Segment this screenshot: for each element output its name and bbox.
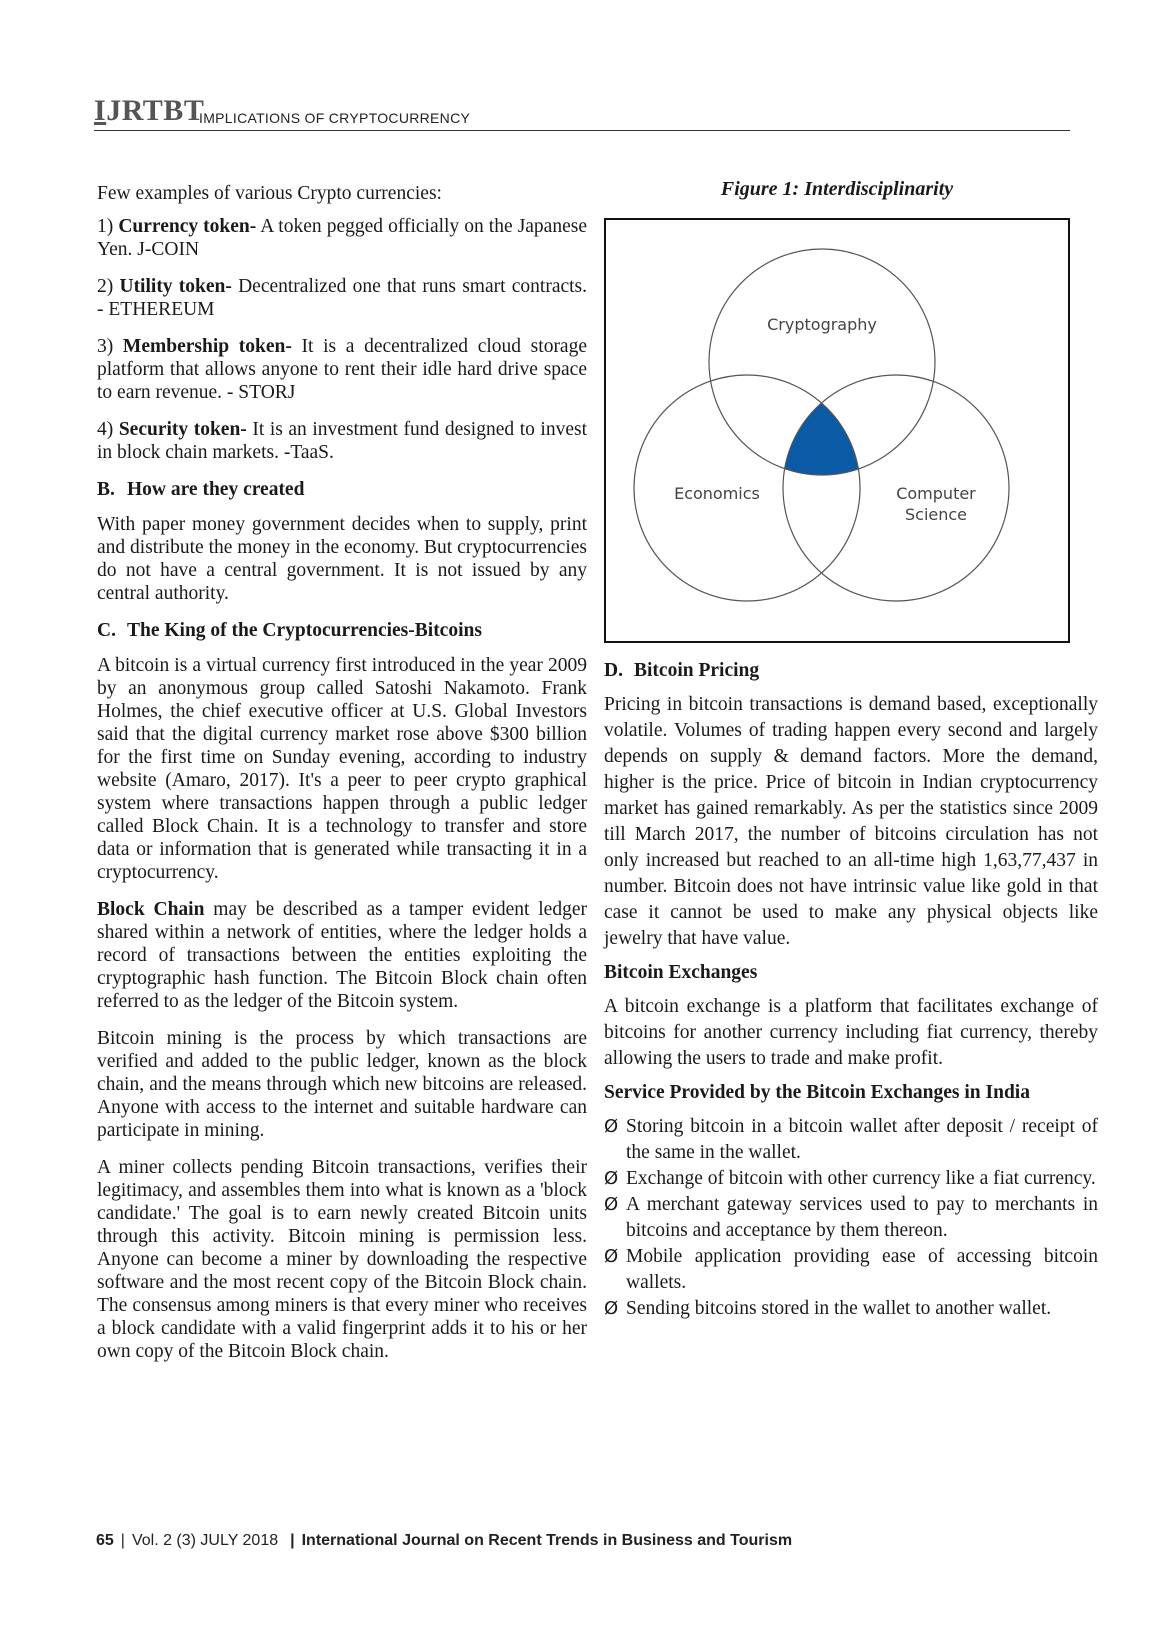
mining-paragraph: Bitcoin mining is the process by which transactions are verified and added to the public ledger, known as the block chain, and the means through which new bitcoins are released. Anyone with access to the internet and suitable hardware can participate in mining.: [97, 1028, 587, 1141]
list-item: [604, 1244, 1098, 1296]
services-heading: Service Provided by the Bitcoin Exchanges in India: [604, 1082, 1030, 1103]
section-b-paragraph: With paper money government decides when to supply, print and distribute the money in the economy. But cryptocurrencies do not have a central government. It is not issued by any central authority.: [97, 514, 587, 604]
section-label: D.: [604, 660, 623, 681]
token-item: [97, 215, 587, 261]
section-title: The King of the Cryptocurrencies-Bitcoins: [127, 620, 482, 641]
section-title: How are they created: [127, 479, 305, 500]
page-header: [94, 94, 1070, 131]
volume-info: Vol. 2 (3) JULY 2018: [131, 1532, 279, 1549]
token-number: 2): [97, 276, 114, 297]
bullet-marker: Ø: [604, 1116, 619, 1137]
miner-paragraph: A miner collects pending Bitcoin transactions, verifies their legitimacy, and assembles them into what is known as a 'block candidate.' The goal is to earn newly created Bitcoin units through this activity. Bitcoin mining is permission less. Anyone can become a miner by downloading the respective software and the most recent copy of the Bitcoin Block chain. The consensus among miners is that every miner who receives a block candidate with a valid fingerprint adds it to his or her own copy of the Bitcoin Block chain.: [97, 1157, 587, 1362]
venn-diagram-figure: [604, 218, 1070, 643]
page-number: 65: [96, 1532, 114, 1549]
token-name: Currency token-: [118, 216, 257, 237]
journal-abbreviation: IJRTBT: [94, 94, 205, 127]
blockchain-paragraph: [97, 898, 587, 1013]
token-item: [97, 275, 587, 321]
footer-separator: |: [120, 1532, 125, 1549]
section-title: Bitcoin Pricing: [634, 660, 760, 681]
token-description: Decentralized one that runs smart contracts. - ETHEREUM: [97, 276, 588, 320]
economics-label: Economics: [674, 484, 760, 503]
section-heading-d: [604, 658, 1098, 684]
running-title: IMPLICATIONS OF CRYPTOCURRENCY: [199, 110, 471, 126]
computer-science-label-line1: Computer: [896, 484, 976, 503]
list-item: [604, 1192, 1098, 1244]
token-number: 3): [97, 336, 114, 357]
section-label: B.: [97, 479, 115, 500]
token-name: Utility token-: [119, 276, 232, 297]
exchanges-paragraph: A bitcoin exchange is a platform that facilitates exchange of bitcoins for another currency including fiat currency, thereby allowing the users to trade and make profit.: [604, 996, 1098, 1069]
list-item: [604, 1114, 1098, 1166]
pricing-paragraph: Pricing in bitcoin transactions is demand based, exceptionally volatile. Volumes of trading happen every second and largely depends on supply & demand factors. More the demand, higher is the price. Price of bitcoin in Indian cryptocurrency market has gained remarkably. As per the statistics since 2009 till March 2017, the number of bitcoins circulation has not only increased but reached to an all-time high 1,63,77,437 in number. Bitcoin does not have intrinsic value like gold in that case it cannot be used to make any physical objects like jewelry that have value.: [604, 694, 1098, 949]
bullet-marker: Ø: [604, 1298, 619, 1319]
examples-intro: Few examples of various Crypto currencies:: [97, 183, 442, 204]
section-heading-c: [97, 619, 587, 642]
service-text: A merchant gateway services used to pay to merchants in bitcoins and acceptance by them thereon.: [626, 1194, 1098, 1241]
token-description: A token pegged officially on the Japanese Yen. J-COIN: [97, 216, 587, 260]
journal-name: International Journal on Recent Trends in Business and Tourism: [301, 1532, 793, 1549]
cryptography-label: Cryptography: [767, 315, 877, 334]
token-number: 4): [97, 419, 114, 440]
blockchain-definition: may be described as a tamper evident ledger shared within a network of entities, where the ledger holds a record of transactions between the entities exploiting the cryptographic hash function. The Bitcoin Block chain often referred to as the ledger of the Bitcoin system.: [97, 899, 587, 1012]
token-number: 1): [97, 216, 114, 237]
figure-caption: Figure 1: Interdisciplinarity: [720, 178, 954, 200]
token-name: Security token-: [118, 419, 247, 440]
list-item: [604, 1166, 1098, 1192]
right-column: [604, 658, 1098, 1322]
bullet-marker: Ø: [604, 1246, 619, 1267]
exchanges-heading: Bitcoin Exchanges: [604, 962, 758, 983]
service-text: Sending bitcoins stored in the wallet to another wallet.: [626, 1298, 1052, 1319]
section-c-paragraph: A bitcoin is a virtual currency first introduced in the year 2009 by an anonymous group called Satoshi Nakamoto. Frank Holmes, the chief executive officer at U.S. Global Investors said that the digital currency market rose above $300 billion for the first time on Sunday evening, according to industry website (Amaro, 2017). It's a peer to peer crypto graphical system where transactions happen through a public ledger called Block Chain. It is a technology to transfer and store data or information that is generated while transacting it in a cryptocurrency.: [97, 655, 587, 883]
token-name: Membership token-: [122, 336, 292, 357]
bullet-marker: Ø: [604, 1194, 619, 1215]
left-column: [97, 182, 587, 1377]
section-heading-b: [97, 478, 587, 501]
token-item: [97, 418, 587, 464]
token-description: It is an investment fund designed to invest in block chain markets. -TaaS.: [97, 419, 588, 463]
token-item: [97, 335, 587, 404]
list-item: [604, 1296, 1098, 1322]
page-footer: [96, 1532, 792, 1550]
venn-diagram: [606, 220, 1072, 645]
token-description: It is a decentralized cloud storage platform that allows anyone to rent their idle hard drive space to earn revenue. - STORJ: [97, 336, 587, 403]
service-text: Exchange of bitcoin with other currency like a fiat currency.: [626, 1168, 1096, 1189]
blockchain-term: Block Chain: [97, 899, 205, 920]
computer-science-label-line2: Science: [904, 505, 968, 524]
service-text: Storing bitcoin in a bitcoin wallet after deposit / receipt of the same in the wallet.: [626, 1116, 1098, 1163]
services-list: [604, 1114, 1098, 1322]
section-label: C.: [97, 620, 116, 641]
service-text: Mobile application providing ease of accessing bitcoin wallets.: [626, 1246, 1098, 1293]
bullet-marker: Ø: [604, 1168, 619, 1189]
footer-separator: |: [290, 1532, 295, 1549]
